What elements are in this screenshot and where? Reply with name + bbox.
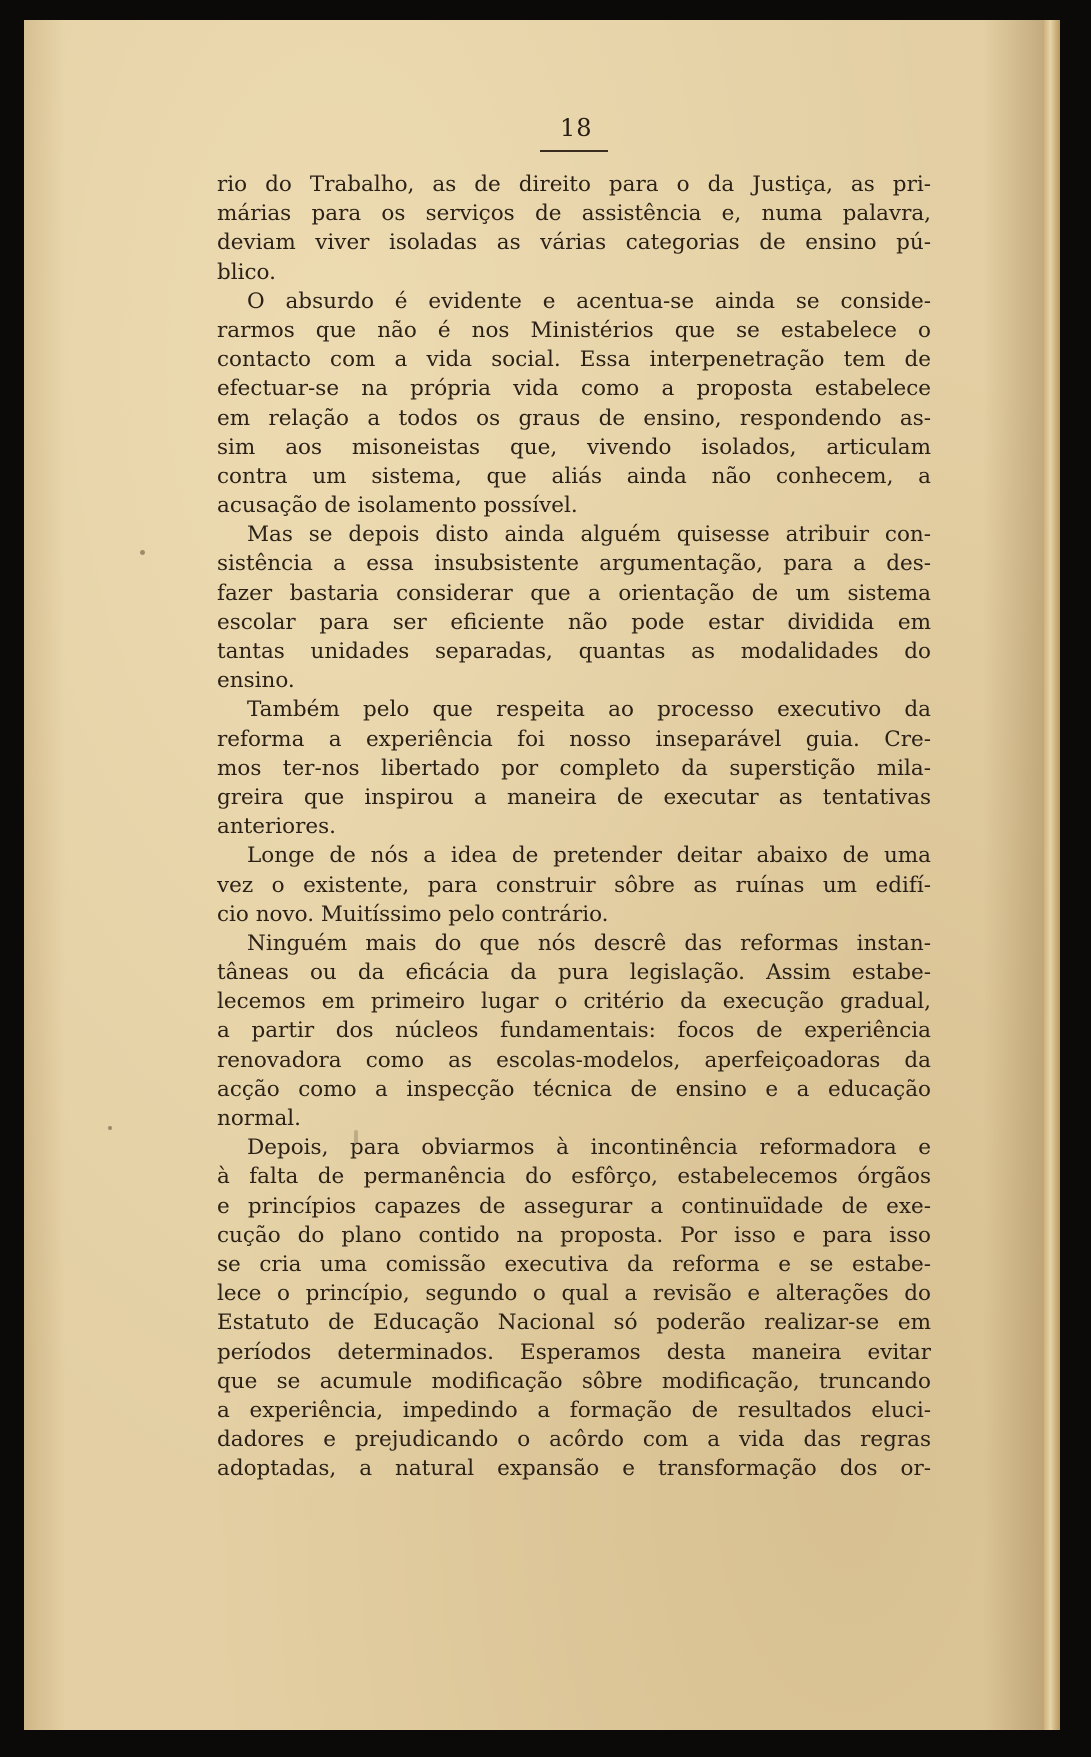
text-line: fazer bastaria considerar que a orientação de um sistema xyxy=(217,580,931,606)
text-line: márias para os serviços de assistência e, numa palavra, xyxy=(217,201,931,227)
text-line: que se acumule modificação sôbre modificação, truncando xyxy=(217,1368,931,1394)
text-line: adoptadas, a natural expansão e transformação dos or- xyxy=(217,1456,931,1482)
text-line: rarmos que não é nos Ministérios que se estabelece o xyxy=(217,317,931,343)
paper-speck xyxy=(140,550,145,555)
text-line: tantas unidades separadas, quantas as modalidades do xyxy=(217,639,931,664)
text-line: Mas se depois disto ainda alguém quisesse atribuir con- xyxy=(247,522,931,548)
text-line: cução do plano contido na proposta. Por isso e para isso xyxy=(217,1222,931,1248)
page-number: 18 xyxy=(560,114,593,142)
text-line: renovadora como as escolas-modelos, aperfeiçoadoras da xyxy=(217,1047,931,1073)
text-line: greira que inspirou a maneira de executar as tentativas xyxy=(217,784,931,810)
text-line: rio do Trabalho, as de direito para o da Justiça, as pri- xyxy=(217,172,931,197)
text-line: períodos determinados. Esperamos desta maneira evitar xyxy=(217,1339,931,1365)
text-line: em relação a todos os graus de ensino, respondendo as- xyxy=(217,405,931,431)
text-line: tâneas ou da eficácia da pura legislação. Assim estabe- xyxy=(217,960,931,986)
paper-speck xyxy=(108,1126,112,1130)
text-line: acção como a inspecção técnica de ensino e a educação xyxy=(217,1076,931,1102)
text-line: sim aos misoneistas que, vivendo isolados, articulam xyxy=(217,434,931,460)
text-line: lecemos em primeiro lugar o critério da execução gradual, xyxy=(217,989,931,1015)
text-line: deviam viver isoladas as várias categorias de ensino pú- xyxy=(217,230,931,256)
text-line: vez o existente, para construir sôbre as ruínas um edifí- xyxy=(217,872,931,898)
text-line: escolar para ser eficiente não pode estar dividida em xyxy=(217,609,931,635)
text-line: ensino. xyxy=(217,668,295,694)
text-line: lece o princípio, segundo o qual a revisão e alterações do xyxy=(217,1281,931,1307)
text-line: Estatuto de Educação Nacional só poderão realizar-se em xyxy=(217,1310,931,1336)
text-line: mos ter-nos libertado por completo da superstição mila- xyxy=(217,755,931,781)
text-line: reforma a experiência foi nosso inseparável guia. Cre- xyxy=(217,726,931,752)
text-line: à falta de permanência do esfôrço, estabelecemos órgãos xyxy=(217,1164,931,1190)
body-text xyxy=(217,170,931,1483)
text-line: a partir dos núcleos fundamentais: focos de experiência xyxy=(217,1018,931,1044)
text-line: O absurdo é evidente e acentua-se ainda se conside- xyxy=(247,288,931,314)
text-line: normal. xyxy=(217,1106,301,1131)
text-line: efectuar-se na própria vida como a proposta estabelece xyxy=(217,376,931,402)
text-line: blico. xyxy=(217,259,276,285)
text-line: Longe de nós a idea de pretender deitar abaixo de uma xyxy=(247,843,931,869)
text-line: sistência a essa insubsistente argumentação, para a des- xyxy=(217,551,931,577)
text-line: contacto com a vida social. Essa interpenetração tem de xyxy=(217,347,931,373)
text-line: dadores e prejudicando o acôrdo com a vida das regras xyxy=(217,1427,931,1453)
text-line: anteriores. xyxy=(217,814,336,840)
text-line: a experiência, impedindo a formação de resultados eluci- xyxy=(217,1397,931,1423)
text-line: e princípios capazes de assegurar a continuïdade de exe- xyxy=(217,1193,931,1219)
page-edge xyxy=(1044,20,1060,1730)
text-line: Depois, para obviarmos à incontinência reformadora e xyxy=(247,1135,931,1161)
text-line: cio novo. Muitíssimo pelo contrário. xyxy=(217,901,609,927)
text-line: Ninguém mais do que nós descrê das reformas instan- xyxy=(247,930,931,956)
text-line: Também pelo que respeita ao processo executivo da xyxy=(247,697,931,723)
text-line: contra um sistema, que aliás ainda não conhecem, a xyxy=(217,463,931,489)
text-line: se cria uma comissão executiva da reforma e se estabe- xyxy=(217,1251,931,1277)
page-number-rule xyxy=(540,150,608,152)
text-line: acusação de isolamento possível. xyxy=(217,493,578,519)
